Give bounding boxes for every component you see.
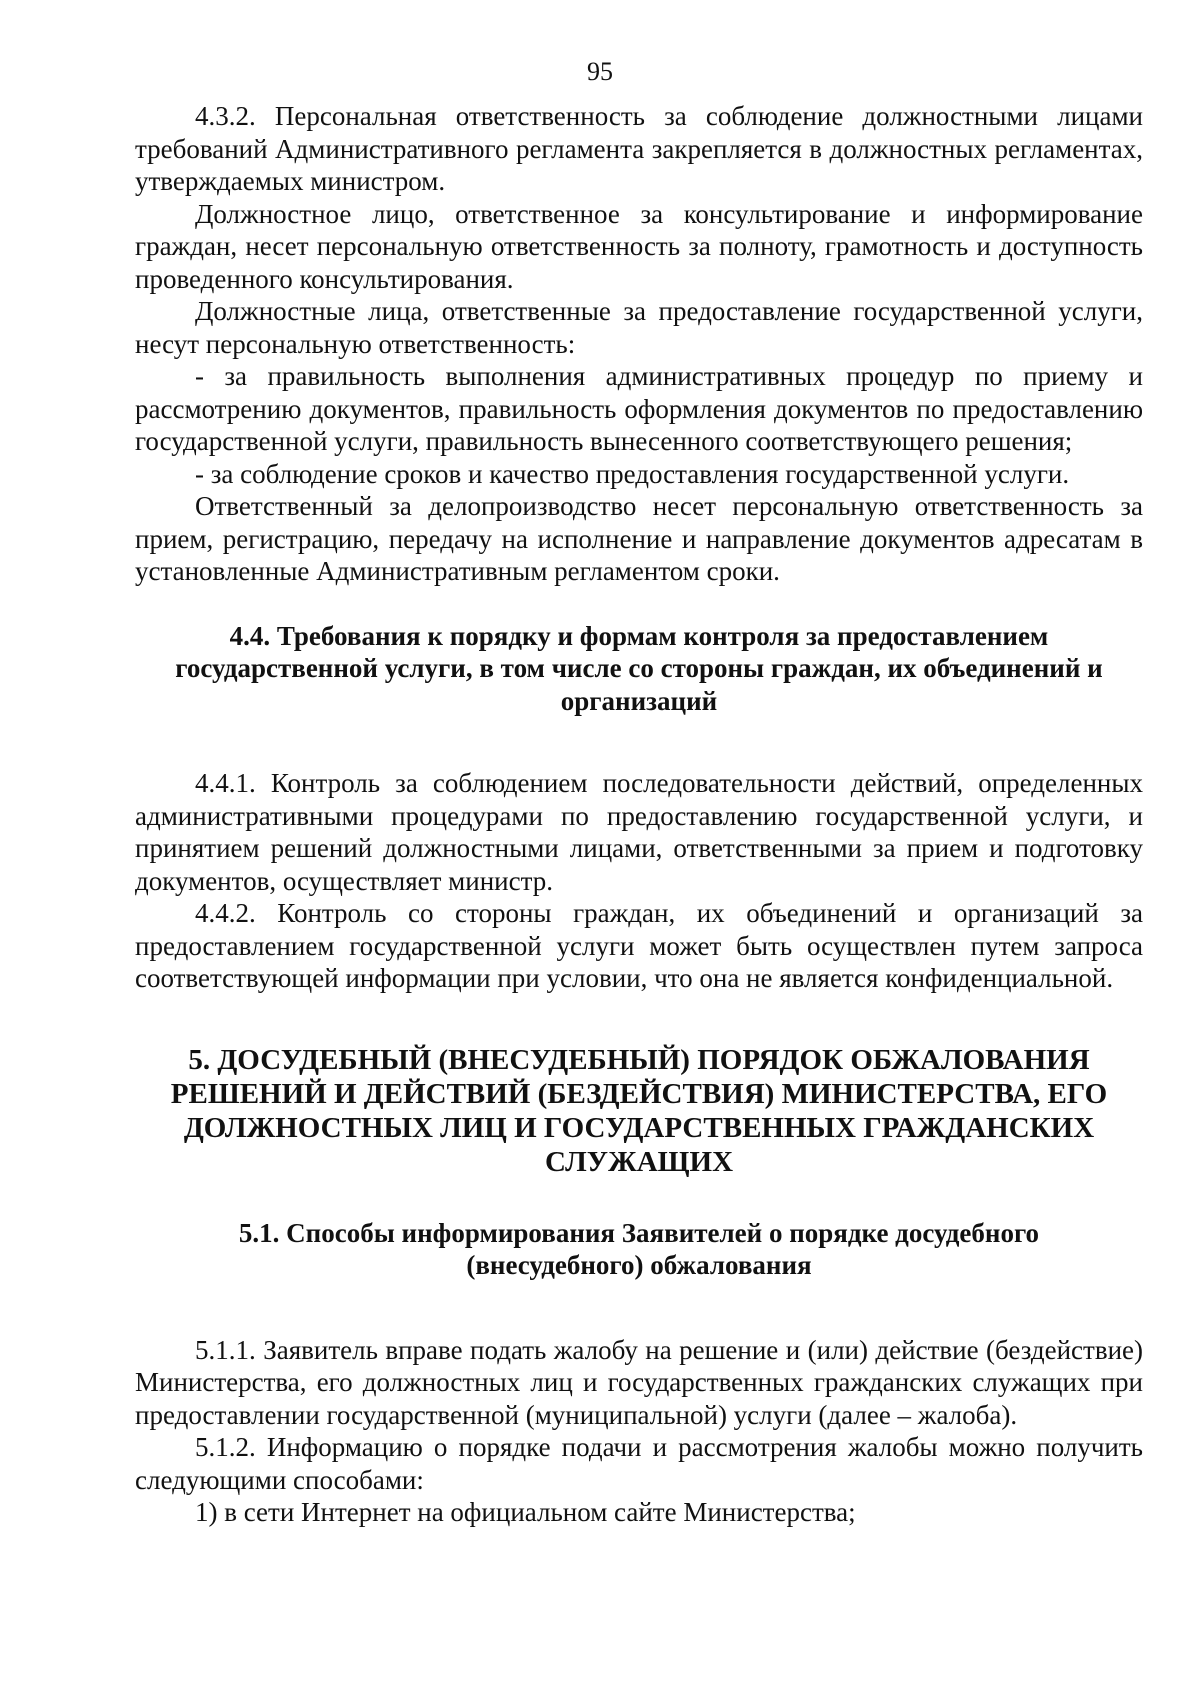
paragraph-5-1-1: 5.1.1. Заявитель вправе подать жалобу на решение и (или) действие (бездействие) Министерства, его должностных лиц и государственных гражданских служащих при предоставлении государственной (муниципальной) услуги (далее – жалоба). xyxy=(135,1334,1143,1430)
paragraph-officials-responsibility: Должностные лица, ответственные за предоставление государственной услуги, несут персональную ответственность: xyxy=(135,296,1143,359)
page-number: 95 xyxy=(587,57,613,86)
section-heading-5-1: 5.1. Способы информирования Заявителей о порядке досудебного (внесудебного) обжалования xyxy=(238,1217,1040,1280)
list-item-procedures: - за правильность выполнения административных процедур по приему и рассмотрению документов, правильность оформления документов по предоставлению государственной услуги, правильность вынесенного соответствующего решения; xyxy=(135,361,1143,456)
paragraph-consulting-responsibility: Должностное лицо, ответственное за консультирование и информирование граждан, несет персональную ответственность за полноту, грамотность и доступность проведенного консультирования. xyxy=(135,198,1143,294)
paragraph-4-4-2: 4.4.2. Контроль со стороны граждан, их объединений и организаций за предоставлением государственной услуги может быть осуществлен путем запроса соответствующей информации при условии, что она не является конфиденциальной. xyxy=(135,898,1143,993)
list-item-deadlines: - за соблюдение сроков и качество предоставления государственной услуги. xyxy=(195,458,1070,489)
list-item-internet: 1) в сети Интернет на официальном сайте Министерства; xyxy=(195,1497,856,1527)
paragraph-records-responsibility: Ответственный за делопроизводство несет персональную ответственность за прием, регистрацию, передачу на исполнение и направление документов адресатам в установленные Административным регламентом сроки. xyxy=(135,491,1143,586)
paragraph-4-4-1: 4.4.1. Контроль за соблюдением последовательности действий, определенных административными процедурами по предоставлению государственной услуги, и принятием решений должностными лицами, ответственными за прием и подготовку документов, осуществляет министр. xyxy=(135,768,1143,896)
chapter-heading-5: 5. ДОСУДЕБНЫЙ (ВНЕСУДЕБНЫЙ) ПОРЯДОК ОБЖАЛОВАНИЯ РЕШЕНИЙ И ДЕЙСТВИЙ (БЕЗДЕЙСТВИЯ) МИНИСТЕРСТВА, ЕГО ДОЛЖНОСТНЫХ ЛИЦ И ГОСУДАРСТВЕННЫХ ГРАЖДАНСКИХ СЛУЖАЩИХ xyxy=(170,1043,1108,1178)
section-heading-4-4: 4.4. Требования к порядку и формам контроля за предоставлением государственной услуги, в том числе со стороны граждан, их объединений и организаций xyxy=(175,620,1103,716)
paragraph-4-3-2: 4.3.2. Персональная ответственность за соблюдение должностными лицами требований Административного регламента закрепляется в должностных регламентах, утверждаемых министром. xyxy=(135,101,1143,196)
paragraph-5-1-2: 5.1.2. Информацию о порядке подачи и рассмотрения жалобы можно получить следующими способами: xyxy=(135,1432,1143,1495)
document-body xyxy=(135,100,1143,1529)
